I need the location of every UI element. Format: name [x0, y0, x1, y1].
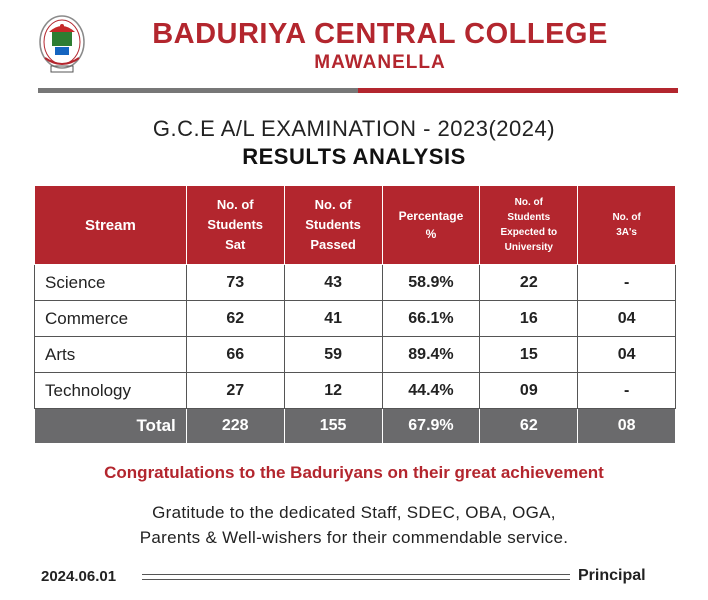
table-row — [35, 373, 676, 409]
total-label: Total — [35, 409, 187, 444]
stream-cell: Commerce — [35, 301, 187, 337]
university-cell: 15 — [480, 337, 578, 373]
sat-cell: 66 — [186, 337, 284, 373]
passed-cell: 43 — [284, 265, 382, 301]
table-row — [35, 301, 676, 337]
column-header-stream: Stream — [35, 186, 187, 265]
three-a-cell: 04 — [578, 301, 676, 337]
percentage-cell: 44.4% — [382, 373, 480, 409]
three-a-cell: - — [578, 265, 676, 301]
exam-title: G.C.E A/L EXAMINATION - 2023(2024) — [152, 116, 556, 141]
sat-cell: 27 — [186, 373, 284, 409]
total-percentage-cell: 67.9% — [382, 409, 480, 444]
table-row — [35, 265, 676, 301]
congratulations-message: Congratulations to the Baduriyans on their great achievement — [104, 463, 604, 482]
three-a-cell: 04 — [578, 337, 676, 373]
passed-cell: 59 — [284, 337, 382, 373]
college-name: BADURIYA CENTRAL COLLEGE — [152, 18, 608, 50]
sat-cell: 62 — [186, 301, 284, 337]
table-header-row — [35, 186, 676, 265]
stream-cell: Technology — [35, 373, 187, 409]
total-university-cell: 62 — [480, 409, 578, 444]
header-divider — [38, 88, 678, 93]
gratitude-line-1: Gratitude to the dedicated Staff, SDEC, OBA, OGA, — [152, 503, 556, 522]
percentage-cell: 58.9% — [382, 265, 480, 301]
total-sat-cell: 228 — [186, 409, 284, 444]
column-header-3as: No. of 3A's — [578, 186, 676, 265]
results-table — [34, 185, 676, 444]
university-cell: 16 — [480, 301, 578, 337]
signature-line — [142, 574, 570, 580]
three-a-cell: - — [578, 373, 676, 409]
stream-cell: Science — [35, 265, 187, 301]
column-header-university: No. of Students Expected to University — [480, 186, 578, 265]
percentage-cell: 66.1% — [382, 301, 480, 337]
table-row — [35, 337, 676, 373]
analysis-title: RESULTS ANALYSIS — [242, 144, 466, 169]
total-passed-cell: 155 — [284, 409, 382, 444]
total-three-a-cell: 08 — [578, 409, 676, 444]
total-row — [35, 409, 676, 444]
college-town: MAWANELLA — [314, 52, 446, 73]
percentage-cell: 89.4% — [382, 337, 480, 373]
university-cell: 09 — [480, 373, 578, 409]
college-crest-icon — [37, 14, 87, 76]
footer-date: 2024.06.01 — [41, 568, 117, 585]
sat-cell: 73 — [186, 265, 284, 301]
university-cell: 22 — [480, 265, 578, 301]
header — [0, 0, 708, 92]
stream-cell: Arts — [35, 337, 187, 373]
passed-cell: 41 — [284, 301, 382, 337]
passed-cell: 12 — [284, 373, 382, 409]
footer-signatory: Principal — [578, 567, 646, 584]
column-header-passed: No. of Students Passed — [284, 186, 382, 265]
column-header-sat: No. of Students Sat — [186, 186, 284, 265]
gratitude-line-2: Parents & Well-wishers for their commendable service. — [139, 528, 569, 547]
column-header-percentage: Percentage % — [382, 186, 480, 265]
